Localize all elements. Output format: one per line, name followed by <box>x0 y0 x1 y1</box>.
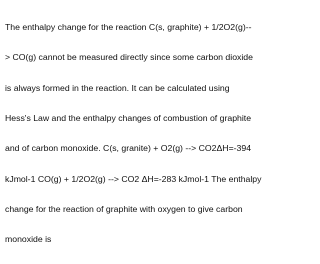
text-line: change for the reaction of graphite with oxygen to give carbon <box>5 203 243 214</box>
text-line: monoxide is <box>5 234 52 245</box>
text-line: Hess's Law and the enthalpy changes of combustion of graphite <box>5 113 252 124</box>
question-text <box>5 2 262 264</box>
text-line: > CO(g) cannot be measured directly since some carbon dioxide <box>5 52 253 63</box>
text-line: and of carbon monoxide. C(s, granite) + O2(g) --> CO2ΔH=-394 <box>5 143 252 154</box>
text-line: The enthalpy change for the reaction C(s, graphite) + 1/2O2(g)-- <box>5 22 252 33</box>
text-line: is always formed in the reaction. It can be calculated using <box>5 82 230 93</box>
text-line: kJmol-1 CO(g) + 1/2O2(g) --> CO2 ΔH=-283 kJmol-1 The enthalpy <box>5 173 262 184</box>
